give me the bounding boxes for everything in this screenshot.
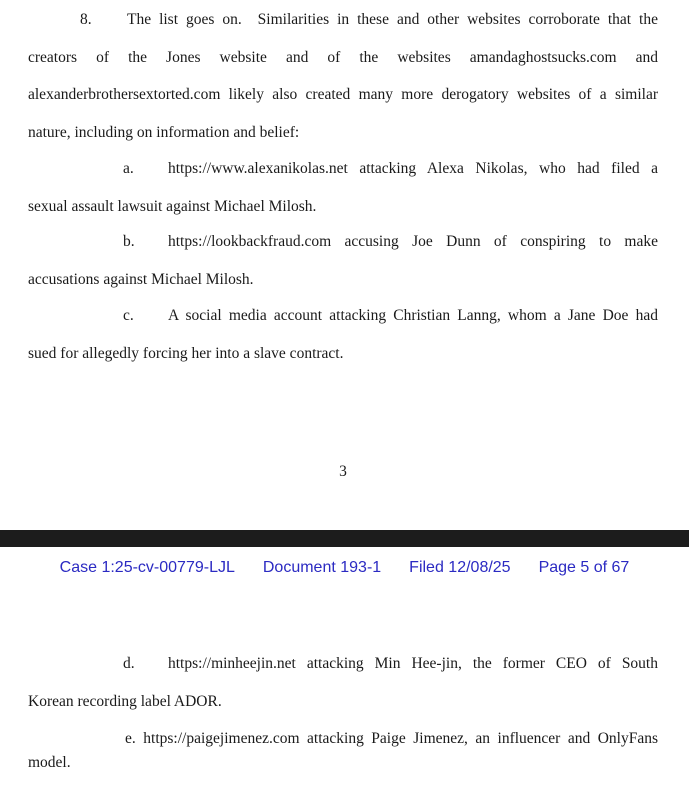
- text-line: alexanderbrothersextorted.com likely also created many more derogatory websites of a similar: [28, 86, 658, 103]
- text-line: Korean recording label ADOR.: [28, 692, 222, 710]
- list-item-b: [28, 223, 658, 298]
- stamp-page-info: Page 5 of 67: [538, 559, 630, 576]
- stamp-case-number: Case 1:25-cv-00779-LJL: [59, 559, 235, 576]
- list-item-e: [28, 727, 658, 775]
- item-text: A social media account attacking Christian Lanng, whom a Jane Doe had: [168, 307, 658, 324]
- list-item-c: [28, 297, 658, 372]
- list-marker: e.: [125, 730, 136, 747]
- list-item-d: [28, 645, 658, 720]
- text-line: sexual assault lawsuit against Michael Milosh.: [28, 197, 317, 215]
- text-line: nature, including on information and belief:: [28, 123, 300, 141]
- page-break-bar: [0, 530, 689, 547]
- text-line: creators of the Jones website and of the websites amandaghostsucks.com and: [28, 48, 658, 66]
- item-text: https://paigejimenez.com attacking Paige Jimenez, an influencer and OnlyFans: [143, 730, 658, 747]
- list-marker: c.: [123, 307, 134, 324]
- text-line: sued for allegedly forcing her into a slave contract.: [28, 344, 344, 362]
- text-line: [28, 1, 658, 39]
- item-text: https://lookbackfraud.com accusing Joe Dunn of conspiring to make: [168, 233, 658, 250]
- court-filing-stamp: [0, 556, 689, 580]
- stamp-filed-date: Filed 12/08/25: [409, 559, 511, 576]
- stamp-document-number: Document 193-1: [262, 559, 382, 576]
- paragraph-number: 8.: [80, 11, 92, 28]
- list-marker: a.: [123, 160, 134, 177]
- item-text: https://www.alexanikolas.net attacking Alexa Nikolas, who had filed a: [168, 160, 658, 177]
- list-item-a: [28, 150, 658, 225]
- paragraph-8: [28, 1, 658, 151]
- text-line: [28, 223, 658, 261]
- text-line: accusations against Michael Milosh.: [28, 270, 254, 288]
- item-text: https://minheejin.net attacking Min Hee-jin, the former CEO of South: [168, 655, 658, 672]
- page-number: 3: [339, 463, 347, 480]
- text-line: [28, 645, 658, 683]
- text-line: model.: [28, 754, 71, 771]
- list-marker: b.: [123, 233, 135, 250]
- list-marker: d.: [123, 655, 135, 672]
- text-line: [28, 297, 658, 335]
- text-line: [28, 150, 658, 188]
- text-line: [28, 727, 658, 751]
- paragraph-text: The list goes on. Similarities in these and other websites corroborate that the: [127, 11, 658, 28]
